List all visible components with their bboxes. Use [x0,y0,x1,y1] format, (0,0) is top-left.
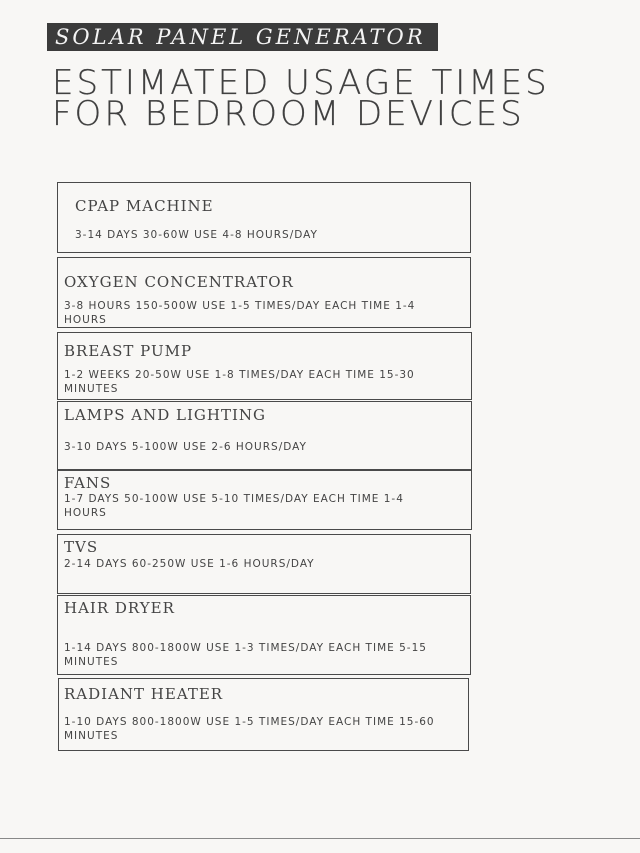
device-name: FANS [64,474,112,492]
device-detail: 3-8 HOURS 150-500W USE 1-5 TIMES/DAY EACH TIME 1-4 HOURS [64,300,416,326]
device-detail: 3-14 DAYS 30-60W USE 4-8 HOURS/DAY [75,229,318,241]
device-card-fans [57,470,472,530]
device-name: BREAST PUMP [64,342,193,360]
device-name: TVS [64,538,99,556]
banner-label: SOLAR PANEL GENERATOR [47,23,438,51]
device-card-cpap-machine [57,182,471,253]
device-name: RADIANT HEATER [64,685,224,703]
page-title [52,63,612,134]
device-detail: 1-2 WEEKS 20-50W USE 1-8 TIMES/DAY EACH TIME 15-30 MINUTES [64,369,415,395]
page-title-line-2: FOR BEDROOM DEVICES [52,94,525,134]
device-card-breast-pump [57,332,472,400]
device-card-oxygen-concentrator [57,257,471,328]
device-detail: 1-7 DAYS 50-100W USE 5-10 TIMES/DAY EACH TIME 1-4 HOURS [64,493,404,519]
device-card-lamps-and-lighting [57,401,472,470]
device-detail: 1-14 DAYS 800-1800W USE 1-3 TIMES/DAY EACH TIME 5-15 MINUTES [64,642,427,668]
device-name: HAIR DRYER [64,599,175,617]
device-card-tvs [57,534,471,594]
page-title-line-1: ESTIMATED USAGE TIMES [52,63,550,103]
device-detail: 3-10 DAYS 5-100W USE 2-6 HOURS/DAY [64,441,307,453]
device-card-radiant-heater [58,678,469,751]
device-name: OXYGEN CONCENTRATOR [64,273,294,291]
device-name: LAMPS AND LIGHTING [64,406,267,424]
bottom-divider [0,838,640,839]
device-name: CPAP MACHINE [75,197,214,215]
device-detail: 2-14 DAYS 60-250W USE 1-6 HOURS/DAY [64,558,315,570]
device-detail: 1-10 DAYS 800-1800W USE 1-5 TIMES/DAY EACH TIME 15-60 MINUTES [64,716,435,742]
device-card-hair-dryer [57,595,471,675]
